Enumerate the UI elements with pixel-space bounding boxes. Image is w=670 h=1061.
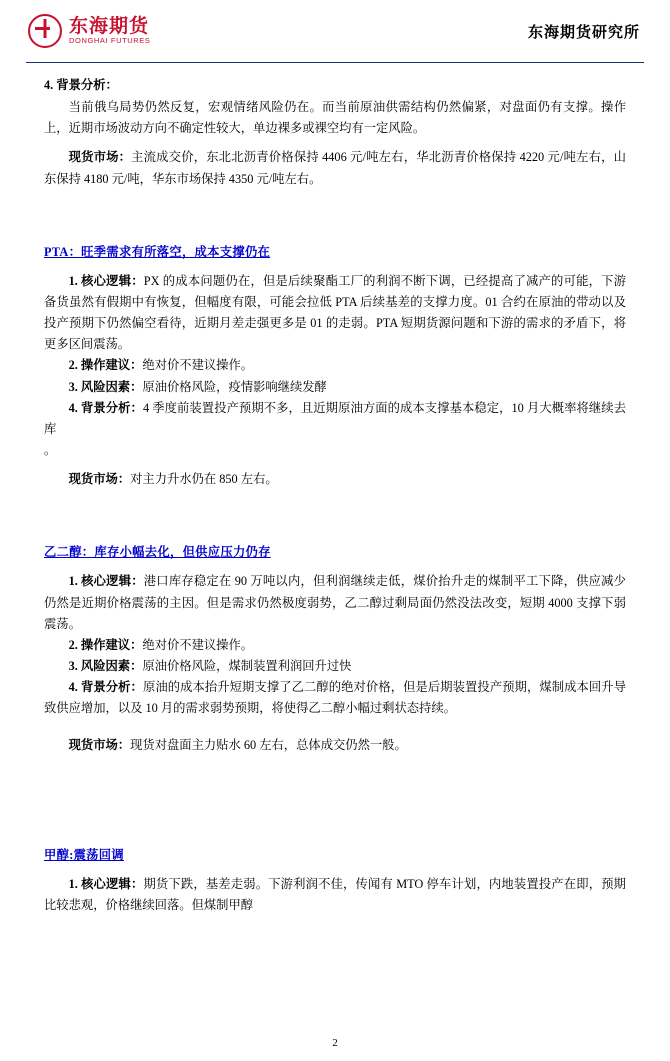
meg-background-text: 原油的成本抬升短期支撑了乙二醇的绝对价格，但是后期装置投产预期，煤制成本回升导致供应增加，以及 10 月的需求弱势预期，将使得乙二醇小幅过剩状态持续。	[44, 680, 626, 716]
meg-spot-label: 现货市场：	[68, 738, 131, 753]
meg-core-logic-label: 1. 核心逻辑：	[68, 574, 144, 589]
document-body	[0, 63, 670, 916]
logo-chinese-name: 东海期货	[69, 16, 150, 38]
pta-suggestion-label: 2. 操作建议：	[68, 358, 143, 373]
pta-core-logic-text: PX 的成本问题仍在，但是后续聚酯工厂的利润不断下调，已经提高了减产的可能，下游备货虽然有假期中有恢复，但幅度有限，可能会拉低 PTA 后续基差的支撑力度。01 合约在原油的带动以及投产预期下仍然偏空看待，近期月差走强更多是 01 的走弱。PTA 短期货源问题和下游的需求的矛盾下，将更多区间震荡。	[44, 273, 626, 352]
header-institute-title: 东海期货研究所	[527, 24, 640, 41]
meg-suggestion-text: 绝对价不建议操作。	[142, 637, 254, 652]
pta-item-background	[44, 398, 626, 440]
logo-english-name: DONGHAI FUTURES	[69, 36, 151, 46]
section-title-meg: 乙二醇：库存小幅去化，但供应压力仍存	[44, 545, 271, 560]
pta-background-text: 4 季度前装置投产预期不多，且近期原油方面的成本支撑基本稳定，10 月大概率将继续去库	[44, 400, 626, 436]
intro-paragraph: 当前俄乌局势仍然反复，宏观情绪风险仍在。而当前原油供需结构仍然偏紧，对盘面仍有支撑。操作上，近期市场波动方向不确定性较大，单边裸多或裸空均有一定风险。	[44, 100, 626, 136]
meg-background-label: 4. 背景分析：	[68, 680, 143, 695]
methanol-core-logic-label: 1. 核心逻辑：	[68, 876, 144, 891]
page-header	[26, 0, 644, 63]
pta-spot-label: 现货市场：	[68, 472, 131, 487]
pta-risk-text: 原油价格风险，疫情影响继续发酵	[142, 379, 327, 394]
meg-item-background	[44, 677, 626, 719]
meg-item-core-logic	[44, 571, 626, 634]
pta-core-logic-label: 1. 核心逻辑：	[68, 273, 144, 288]
pta-background-label: 4. 背景分析：	[68, 400, 143, 415]
meg-risk-text: 原油价格风险，煤制装置利润回升过快	[142, 658, 352, 673]
section-title-pta: PTA：旺季需求有所落空，成本支撑仍在	[44, 244, 271, 259]
pta-risk-label: 3. 风险因素：	[68, 379, 143, 394]
meg-risk-label: 3. 风险因素：	[68, 658, 143, 673]
logo-text-block	[69, 17, 151, 45]
pta-item-risk	[44, 377, 626, 398]
meg-core-logic-text: 港口库存稳定在 90 万吨以内，但利润继续走低，煤价抬升走的煤制平工下降，供应减少仍然是近期价格震荡的主因。但是需求仍然极度弱势，乙二醇过剩局面仍然没法改变，短期 4000 支撑下弱震荡。	[44, 574, 626, 631]
meg-item-suggestion	[44, 635, 626, 656]
pta-item-trailing: 。	[44, 442, 57, 457]
intro-heading: 4. 背景分析：	[44, 78, 118, 92]
intro-spot-label: 现货市场：	[68, 150, 132, 165]
methanol-item-core-logic	[44, 874, 626, 916]
pta-suggestion-text: 绝对价不建议操作。	[142, 358, 254, 373]
company-logo	[26, 14, 151, 48]
donghai-logo-icon	[28, 14, 62, 48]
pta-item-suggestion	[44, 355, 626, 376]
pta-item-core-logic	[44, 271, 626, 356]
section-title-methanol: 甲醇:震荡回调	[44, 847, 124, 862]
pta-spot-text: 对主力升水仍在 850 左右。	[130, 472, 278, 487]
meg-item-risk	[44, 656, 626, 677]
page-number: 2	[332, 1037, 338, 1049]
pta-spot-market	[44, 469, 626, 490]
meg-suggestion-label: 2. 操作建议：	[68, 637, 143, 652]
intro-spot-text: 主流成交价，东北北沥青价格保持 4406 元/吨左右，华北沥青价格保持 4220 元/吨左右，山东保持 4180 元/吨，华东市场保持 4350 元/吨左右。	[44, 150, 626, 186]
intro-spot-market	[44, 147, 626, 189]
methanol-core-logic-text: 期货下跌，基差走弱。下游利润不佳，传闻有 MTO 停车计划，内地装置投产在即，预期比较悲观，价格继续回落。但煤制甲醇	[44, 876, 626, 912]
meg-spot-market	[44, 735, 626, 756]
meg-spot-text: 现货对盘面主力贴水 60 左右，总体成交仍然一般。	[130, 738, 407, 753]
